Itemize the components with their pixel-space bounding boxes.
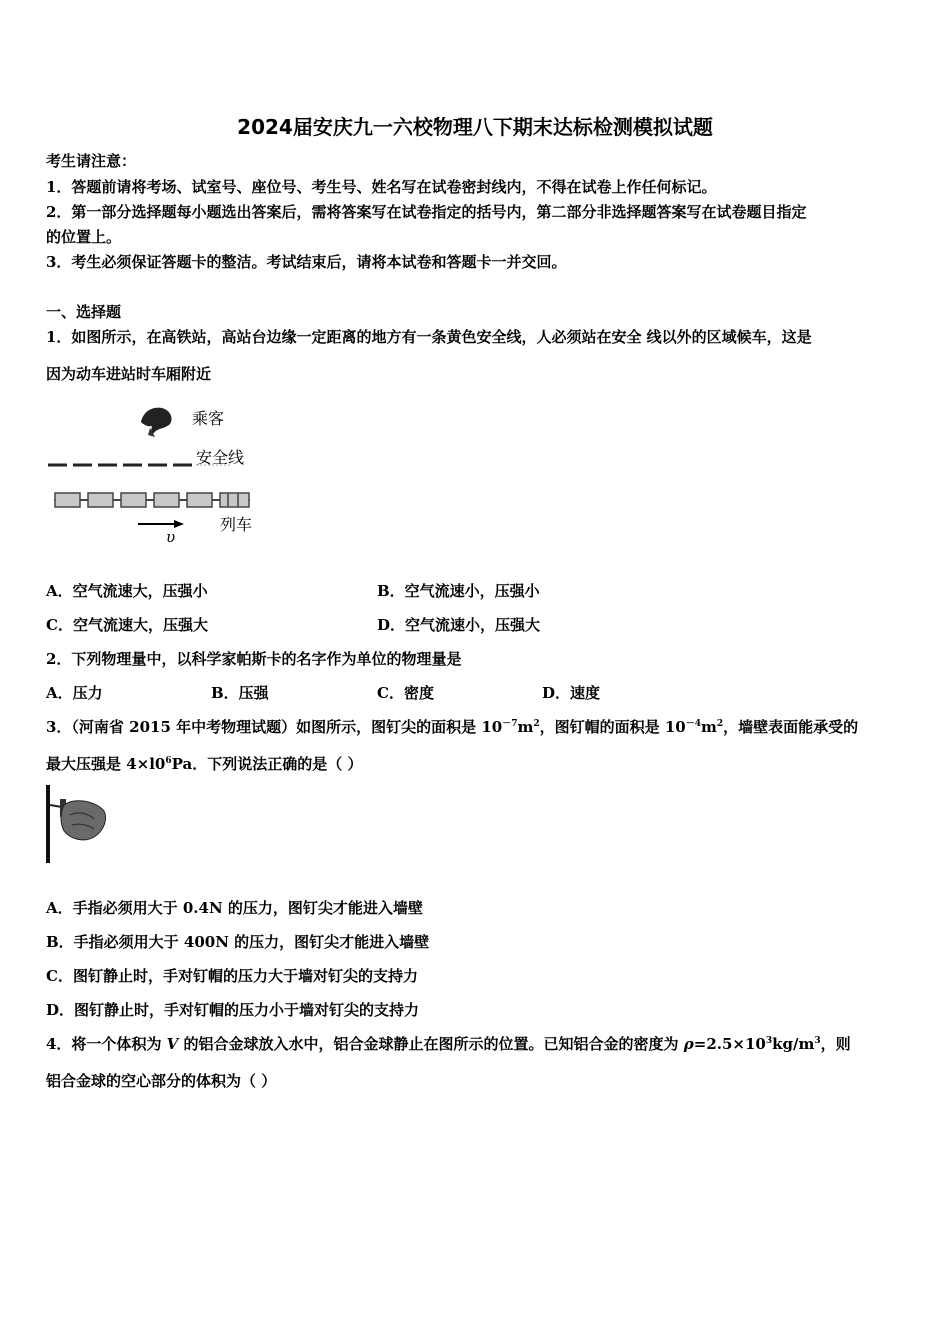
q3-stem-line1: 3．（河南省 2015 年中考物理试题）如图所示，图钉尖的面积是 $10^{-7}m^2$，图钉帽的面积是 $10^{-4}m^2$，墙壁表面能承受的	[46, 718, 859, 736]
wall	[46, 785, 50, 863]
q2-stem: 2．下列物理量中，以科学家帕斯卡的名字作为单位的物理量是	[46, 650, 462, 668]
velocity-label: υ	[166, 528, 176, 546]
q1-stem-line1: 1．如图所示，在高铁站，高站台边缘一定距离的地方有一条黄色安全线，人必须站在安全 线以外的区域候车，这是	[46, 328, 812, 346]
velocity-arrow	[138, 520, 184, 528]
q3-option-a[interactable]: A．手指必须用大于 0.4N 的压力，图钉尖才能进入墙壁	[46, 899, 423, 917]
q2-option-c[interactable]: C．密度	[377, 684, 434, 702]
section-heading: 一、选择题	[46, 303, 122, 321]
page-title: 2024届安庆九一六校物理八下期末达标检测模拟试题	[237, 115, 713, 139]
passenger-label: 乘客	[192, 409, 225, 428]
notice-item: 1．答题前请将考场、试室号、座位号、考生号、姓名写在试卷密封线内，不得在试卷上作任何标记。	[46, 178, 717, 196]
q3-option-b[interactable]: B．手指必须用大于 400N 的压力，图钉尖才能进入墙壁	[46, 933, 430, 951]
thumbtack-drawing	[44, 785, 114, 865]
q1-option-b[interactable]: B．空气流速小，压强小	[377, 582, 540, 600]
safety-line-label: 安全线	[196, 448, 245, 467]
q3-figure	[44, 785, 114, 865]
notice-item: 的位置上。	[46, 228, 122, 246]
q1-stem-line2: 因为动车进站时车厢附近	[46, 365, 212, 383]
q1-figure	[44, 398, 274, 550]
passenger-figure	[141, 408, 172, 437]
q1-option-a[interactable]: A．空气流速大，压强小	[46, 582, 208, 600]
q2-option-b[interactable]: B．压强	[211, 684, 269, 702]
q3-option-d[interactable]: D．图钉静止时，手对钉帽的压力小于墙对钉尖的支持力	[46, 1001, 420, 1019]
q3-stem-line2: 最大压强是 $4\times l0^6Pa$．下列说法正确的是（ ）	[46, 755, 363, 773]
q4-stem-line1: 4．将一个体积为 V 的铝合金球放入水中，铝合金球静止在图所示的位置。已知铝合金的密度为 $\rho=2.5\times 10^3kg/m^3$，则	[46, 1035, 851, 1053]
q4-stem-line2: 铝合金球的空心部分的体积为（ ）	[46, 1072, 277, 1090]
train-label: 列车	[220, 515, 253, 534]
q2-option-a[interactable]: A．压力	[46, 684, 103, 702]
notice-heading: 考生请注意：	[46, 152, 137, 170]
q1-option-c[interactable]: C．空气流速大，压强大	[46, 616, 208, 634]
q1-option-d[interactable]: D．空气流速小，压强大	[377, 616, 541, 634]
notice-item: 2．第一部分选择题每小题选出答案后，需将答案写在试卷指定的括号内，第二部分非选择题答案写在试卷题目指定	[46, 203, 807, 221]
notice-item: 3．考生必须保证答题卡的整洁。考试结束后，请将本试卷和答题卡一并交回。	[46, 253, 567, 271]
q3-option-c[interactable]: C．图钉静止时，手对钉帽的压力大于墙对钉尖的支持力	[46, 967, 418, 985]
q2-option-d[interactable]: D．速度	[542, 684, 601, 702]
train-cars	[54, 493, 250, 507]
thumb	[61, 801, 106, 840]
